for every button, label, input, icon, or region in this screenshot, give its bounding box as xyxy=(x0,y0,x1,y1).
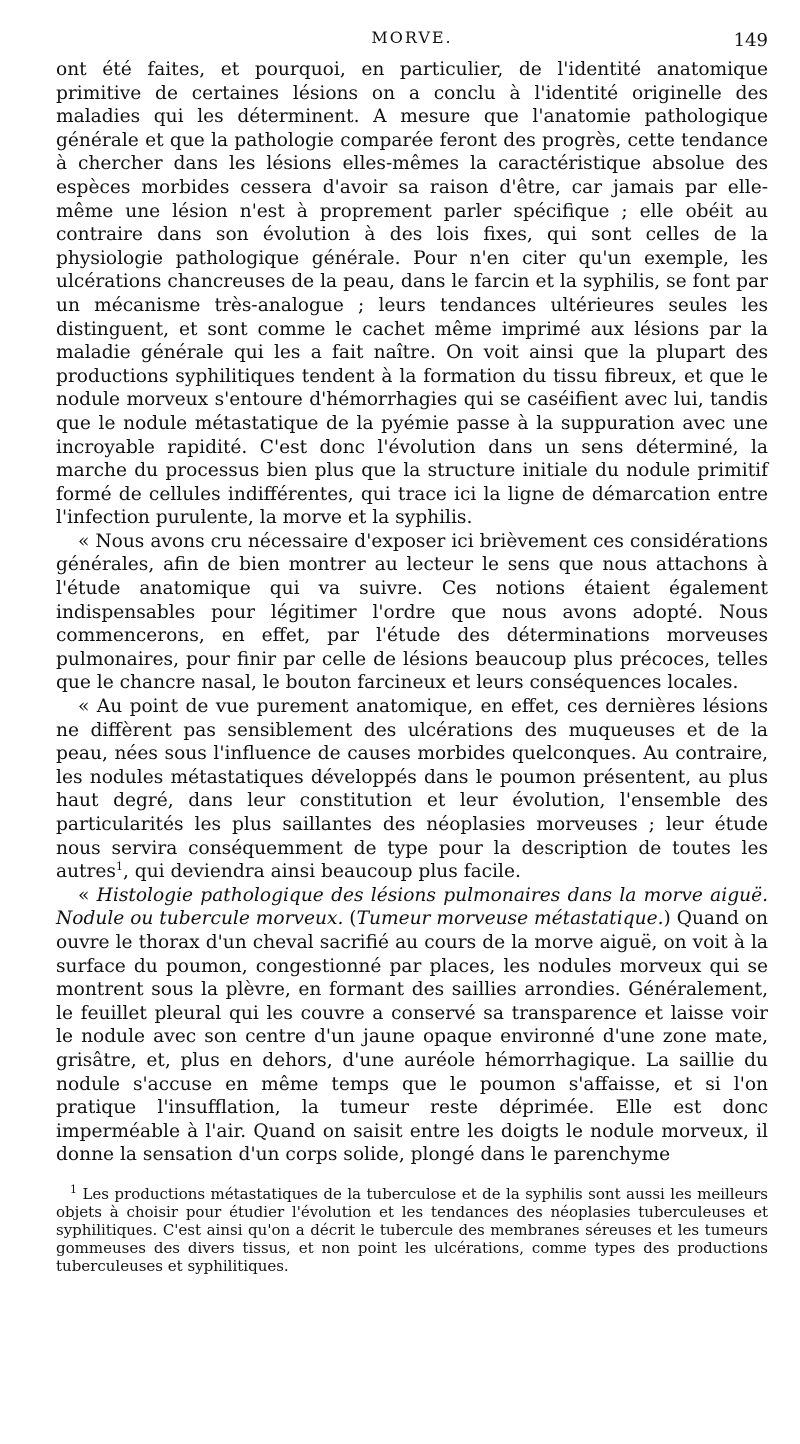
paragraph-4-open: « xyxy=(78,884,97,906)
running-header xyxy=(56,28,768,58)
running-title: MORVE. xyxy=(371,28,453,47)
paragraph-4-paren-open: ( xyxy=(343,908,357,930)
footnote xyxy=(56,1182,768,1275)
paragraph-1: ont été faites, et pourquoi, en particulier, de l'identité anatomique primitive de certaines lésions on a conclu à l'identité originelle des maladies qui les déterminent. A mesure que l'anatomie pathologique générale et que la pathologie comparée feront des progrès, cette tendance à chercher dans les lésions elles-mêmes la caractéristique absolue des espèces morbides cessera d'avoir sa raison d'être, car jamais par elle-même une lésion n'est à proprement parler spécifique ; elle obéit au contraire dans son évolution à des lois fixes, qui sont celles de la physiologie pathologique générale. Pour n'en citer qu'un exemple, les ulcérations chancreuses de la peau, dans le farcin et la syphilis, se font par un mécanisme très-analogue ; leurs tendances ultérieures seules les distinguent, et sont comme le cachet même imprimé aux lésions par la maladie générale qui les a fait naître. On voit ainsi que la plupart des productions syphilitiques tendent à la formation du tissu fibreux, et que le nodule morveux s'entoure d'hémorrhagies qui se caséifient avec lui, tandis que le nodule métastatique de la pyémie passe à la suppuration avec une incroyable rapidité. C'est donc l'évolution dans un sens déterminé, la marche du processus bien plus que la structure initiale du nodule primitif formé de cellules indifférentes, qui trace ici la ligne de démarcation entre l'infection purulente, la morve et la syphilis. xyxy=(56,59,768,529)
paragraph-2: « Nous avons cru nécessaire d'exposer ici brièvement ces considérations générales, afin de bien montrer au lecteur le sens que nous attachons à l'étude anatomique qui va suivre. Ces notions étaient également indispensables pour légitimer l'ordre que nous avons adopté. Nous commencerons, en effet, par l'étude des déterminations morveuses pulmonaires, pour finir par celle de lésions beaucoup plus précoces, telles que le chancre nasal, le bouton farcineux et leurs conséquences locales. xyxy=(56,530,768,694)
paragraph-4-paren-close: ) xyxy=(663,908,671,930)
footnote-marker: 1 xyxy=(70,1182,77,1196)
section-heading: Histologie pathologique des lésions pulmonaires dans la morve aiguë. Nodule ou tubercule morveux. xyxy=(56,884,768,930)
body-text xyxy=(56,58,768,1167)
paragraph-3-text: « Au point de vue purement anatomique, en effet, ces dernières lésions ne diffèrent pas sensiblement des ulcérations des muqueuses et de la peau, nées sous l'influence de causes morbides quelconques. Au contraire, les nodules métastatiques développés dans le poumon présentent, au plus haut degré, dans leur constitution et leur évolution, l'ensemble des particularités les plus saillantes des néoplasies morveuses ; leur étude nous servira conséquemment de type pour la description de toutes les autres xyxy=(56,696,768,883)
footnote-text xyxy=(56,1182,768,1275)
paragraph-3 xyxy=(56,695,768,884)
footnote-body: Les productions métastatiques de la tuberculose et de la syphilis sont aussi les meilleurs objets à choisir pour étudier l'évolution et les tendances des néoplasies tuberculeuses et syphilitiques. C'est ainsi qu'on a décrit le tubercule des membranes séreuses et les tumeurs gommeuses des divers tissus, et non point les ulcérations, comme types des productions tuberculeuses et syphilitiques. xyxy=(56,1184,768,1275)
footnote-reference[interactable]: 1 xyxy=(115,860,123,873)
page-number: 149 xyxy=(733,30,768,51)
section-subheading: Tumeur morveuse métastatique. xyxy=(356,908,664,930)
paragraph-3-end: , qui deviendra ainsi beaucoup plus facile. xyxy=(122,861,521,883)
paragraph-4 xyxy=(56,884,768,1167)
page xyxy=(56,28,768,1275)
paragraph-4-text: Quand on ouvre le thorax d'un cheval sacrifié au cours de la morve aiguë, on voit à la surface du poumon, congestionné par places, les nodules morveux qui se montrent sous la plèvre, en formant des saillies arrondies. Généralement, le feuillet pleural qui les couvre a conservé sa transparence et laisse voir le nodule avec son centre d'un jaune opaque environné d'une zone mate, grisâtre, et, plus en dehors, d'une auréole hémorrhagique. La saillie du nodule s'accuse en même temps que le poumon s'affaisse, et si l'on pratique l'insufflation, la tumeur reste déprimée. Elle est donc imperméable à l'air. Quand on saisit entre les doigts le nodule morveux, il donne la sensation d'un corps solide, plongé dans le parenchyme xyxy=(56,908,768,1166)
